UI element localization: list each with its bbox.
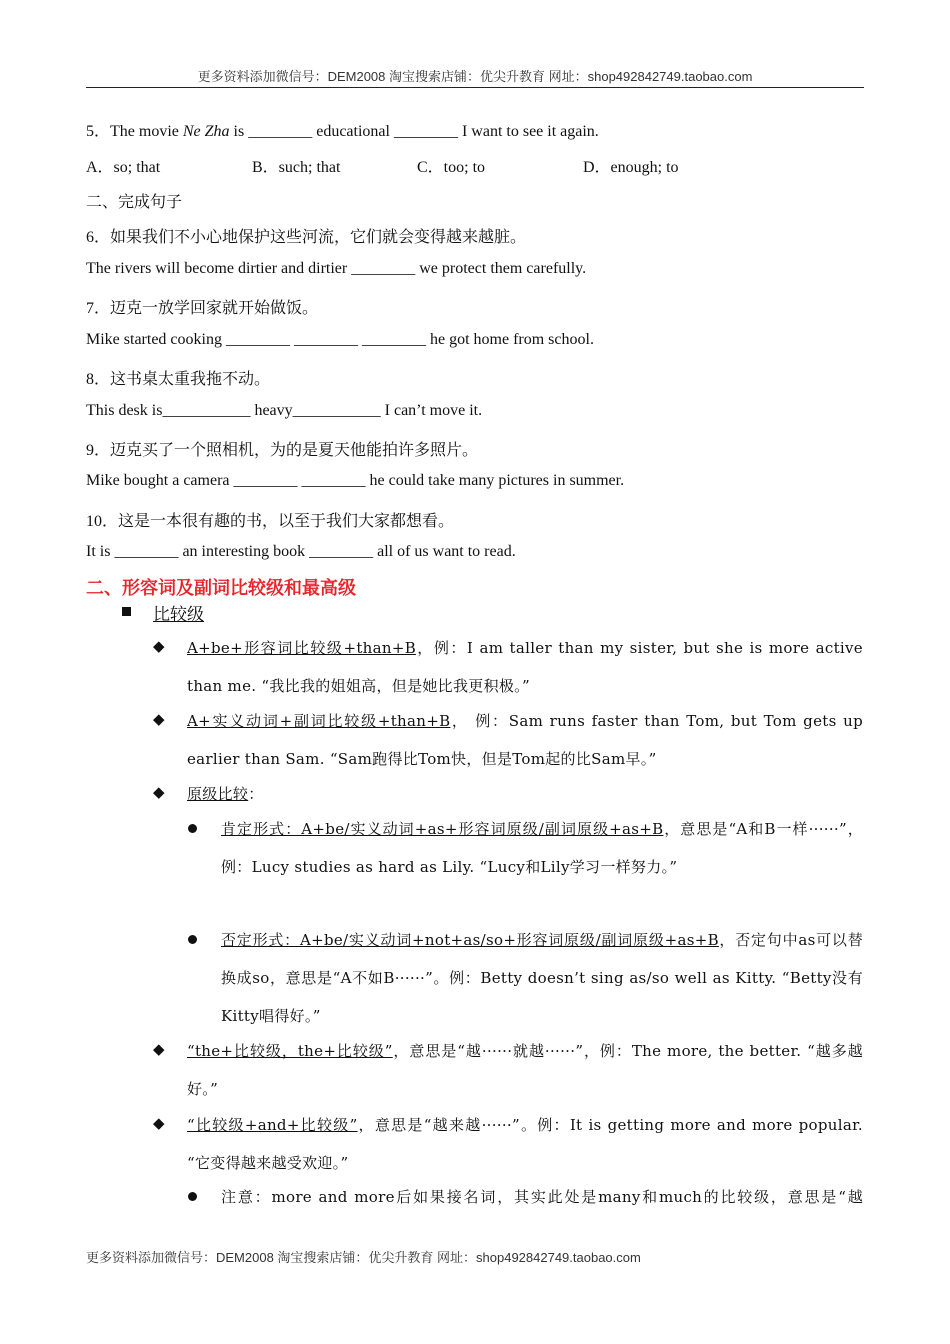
rule-2 [187, 702, 863, 778]
square-bullet-icon [122, 607, 131, 616]
dot-bullet-icon [188, 935, 197, 944]
rule-5 [187, 1106, 863, 1182]
rule-2-formula: A+实义动词+副词比较级+than+B [187, 712, 451, 730]
section-title: 二、形容词及副词比较级和最高级 [86, 578, 356, 598]
page-footer: 更多资料添加微信号：DEM2008 淘宝搜索店铺：优尖升教育 网址：shop492842749.taobao.com [86, 1250, 641, 1265]
sentence-8-en: This desk is___________ heavy___________ I can’t move it. [86, 402, 483, 419]
rule-4 [187, 1032, 863, 1108]
sentence-7-cn: 7．迈克一放学回家就开始做饭。 [86, 300, 319, 317]
rule-3 [187, 775, 863, 813]
rule-2-text: ， 例：Sam runs faster than Tom, but Tom gets up earlier than Sam. “Sam跑得比Tom快，但是Tom起的比Sam早。” [187, 712, 863, 768]
positive-form [221, 810, 863, 886]
negative-text: ，否定句中as可以替换成so，意思是“A不如B······”。例：Betty doesn’t sing as/so well as Kitty. “Betty没有Kitty唱得好。” [221, 931, 863, 1025]
part-heading: 二、完成句子 [86, 194, 183, 211]
comparative-label: 比较级 [153, 605, 204, 624]
negative-form [221, 921, 863, 1035]
question-5 [86, 118, 599, 141]
dot-bullet-icon [188, 1192, 197, 1201]
sentence-6-cn: 6．如果我们不小心地保护这些河流，它们就会变得越来越脏。 [86, 229, 527, 246]
q5-suffix: is ________ educational ________ I want to see it again. [229, 123, 599, 140]
dot-bullet-icon [188, 824, 197, 833]
sentence-6-en: The rivers will become dirtier and dirtier ________ we protect them carefully. [86, 260, 587, 277]
diamond-bullet-icon: ◆ [153, 785, 165, 801]
negative-formula: 否定形式：A+be/实义动词+not+as/so+形容词原级/副词原级+as+B [221, 931, 719, 949]
positive-formula: 肯定形式：A+be/实义动词+as+形容词原级/副词原级+as+B [221, 820, 664, 838]
diamond-bullet-icon: ◆ [153, 639, 165, 655]
sentence-10-en: It is ________ an interesting book ________ all of us want to read. [86, 543, 516, 560]
option-a: A．so; that [86, 159, 161, 176]
rule-1-text: ，例：I am taller than my sister, but she is more active than me. “我比我的姐姐高，但是她比我更积极。” [187, 639, 863, 695]
rule-4-text: ，意思是“越······就越······”，例：The more, the better. “越多越好。” [187, 1042, 863, 1098]
q5-prefix: 5．The movie [86, 123, 183, 140]
option-b: B．such; that [252, 159, 341, 176]
movie-title: Ne Zha [182, 123, 230, 140]
diamond-bullet-icon: ◆ [153, 1116, 165, 1132]
note: 注意：more and more后如果接名词，其实此处是many和much的比较级，意思是“越 [221, 1188, 863, 1206]
sentence-10-cn: 10．这是一本很有趣的书，以至于我们大家都想看。 [86, 513, 455, 530]
option-d: D．enough; to [583, 159, 679, 176]
rule-1 [187, 629, 863, 705]
diamond-bullet-icon: ◆ [153, 1042, 165, 1058]
rule-3-label: 原级比较 [187, 785, 249, 803]
sentence-8-cn: 8．这书桌太重我拖不动。 [86, 371, 271, 388]
diamond-bullet-icon: ◆ [153, 712, 165, 728]
sentence-7-en: Mike started cooking ________ ________ ________ he got home from school. [86, 331, 594, 348]
positive-text: ，意思是“A和B一样······”，例：Lucy studies as hard as Lily. “Lucy和Lily学习一样努力。” [221, 820, 864, 876]
sentence-9-cn: 9．迈克买了一个照相机，为的是夏天他能拍许多照片。 [86, 442, 479, 459]
option-c: C．too; to [417, 159, 486, 176]
rule-4-formula: “the+比较级，the+比较级” [187, 1042, 393, 1060]
page-header: 更多资料添加微信号：DEM2008 淘宝搜索店铺：优尖升教育 网址：shop492842749.taobao.com [197, 69, 753, 84]
header-divider [86, 87, 864, 88]
rule-5-text: ，意思是“越来越······”。例：It is getting more and more popular. “它变得越来越受欢迎。” [187, 1116, 863, 1172]
rule-5-formula: “比较级+and+比较级” [187, 1116, 358, 1134]
rule-1-formula: A+be+形容词比较级+than+B [187, 639, 417, 657]
sentence-9-en: Mike bought a camera ________ ________ he could take many pictures in summer. [86, 472, 625, 489]
rule-3-colon: ： [248, 785, 264, 803]
